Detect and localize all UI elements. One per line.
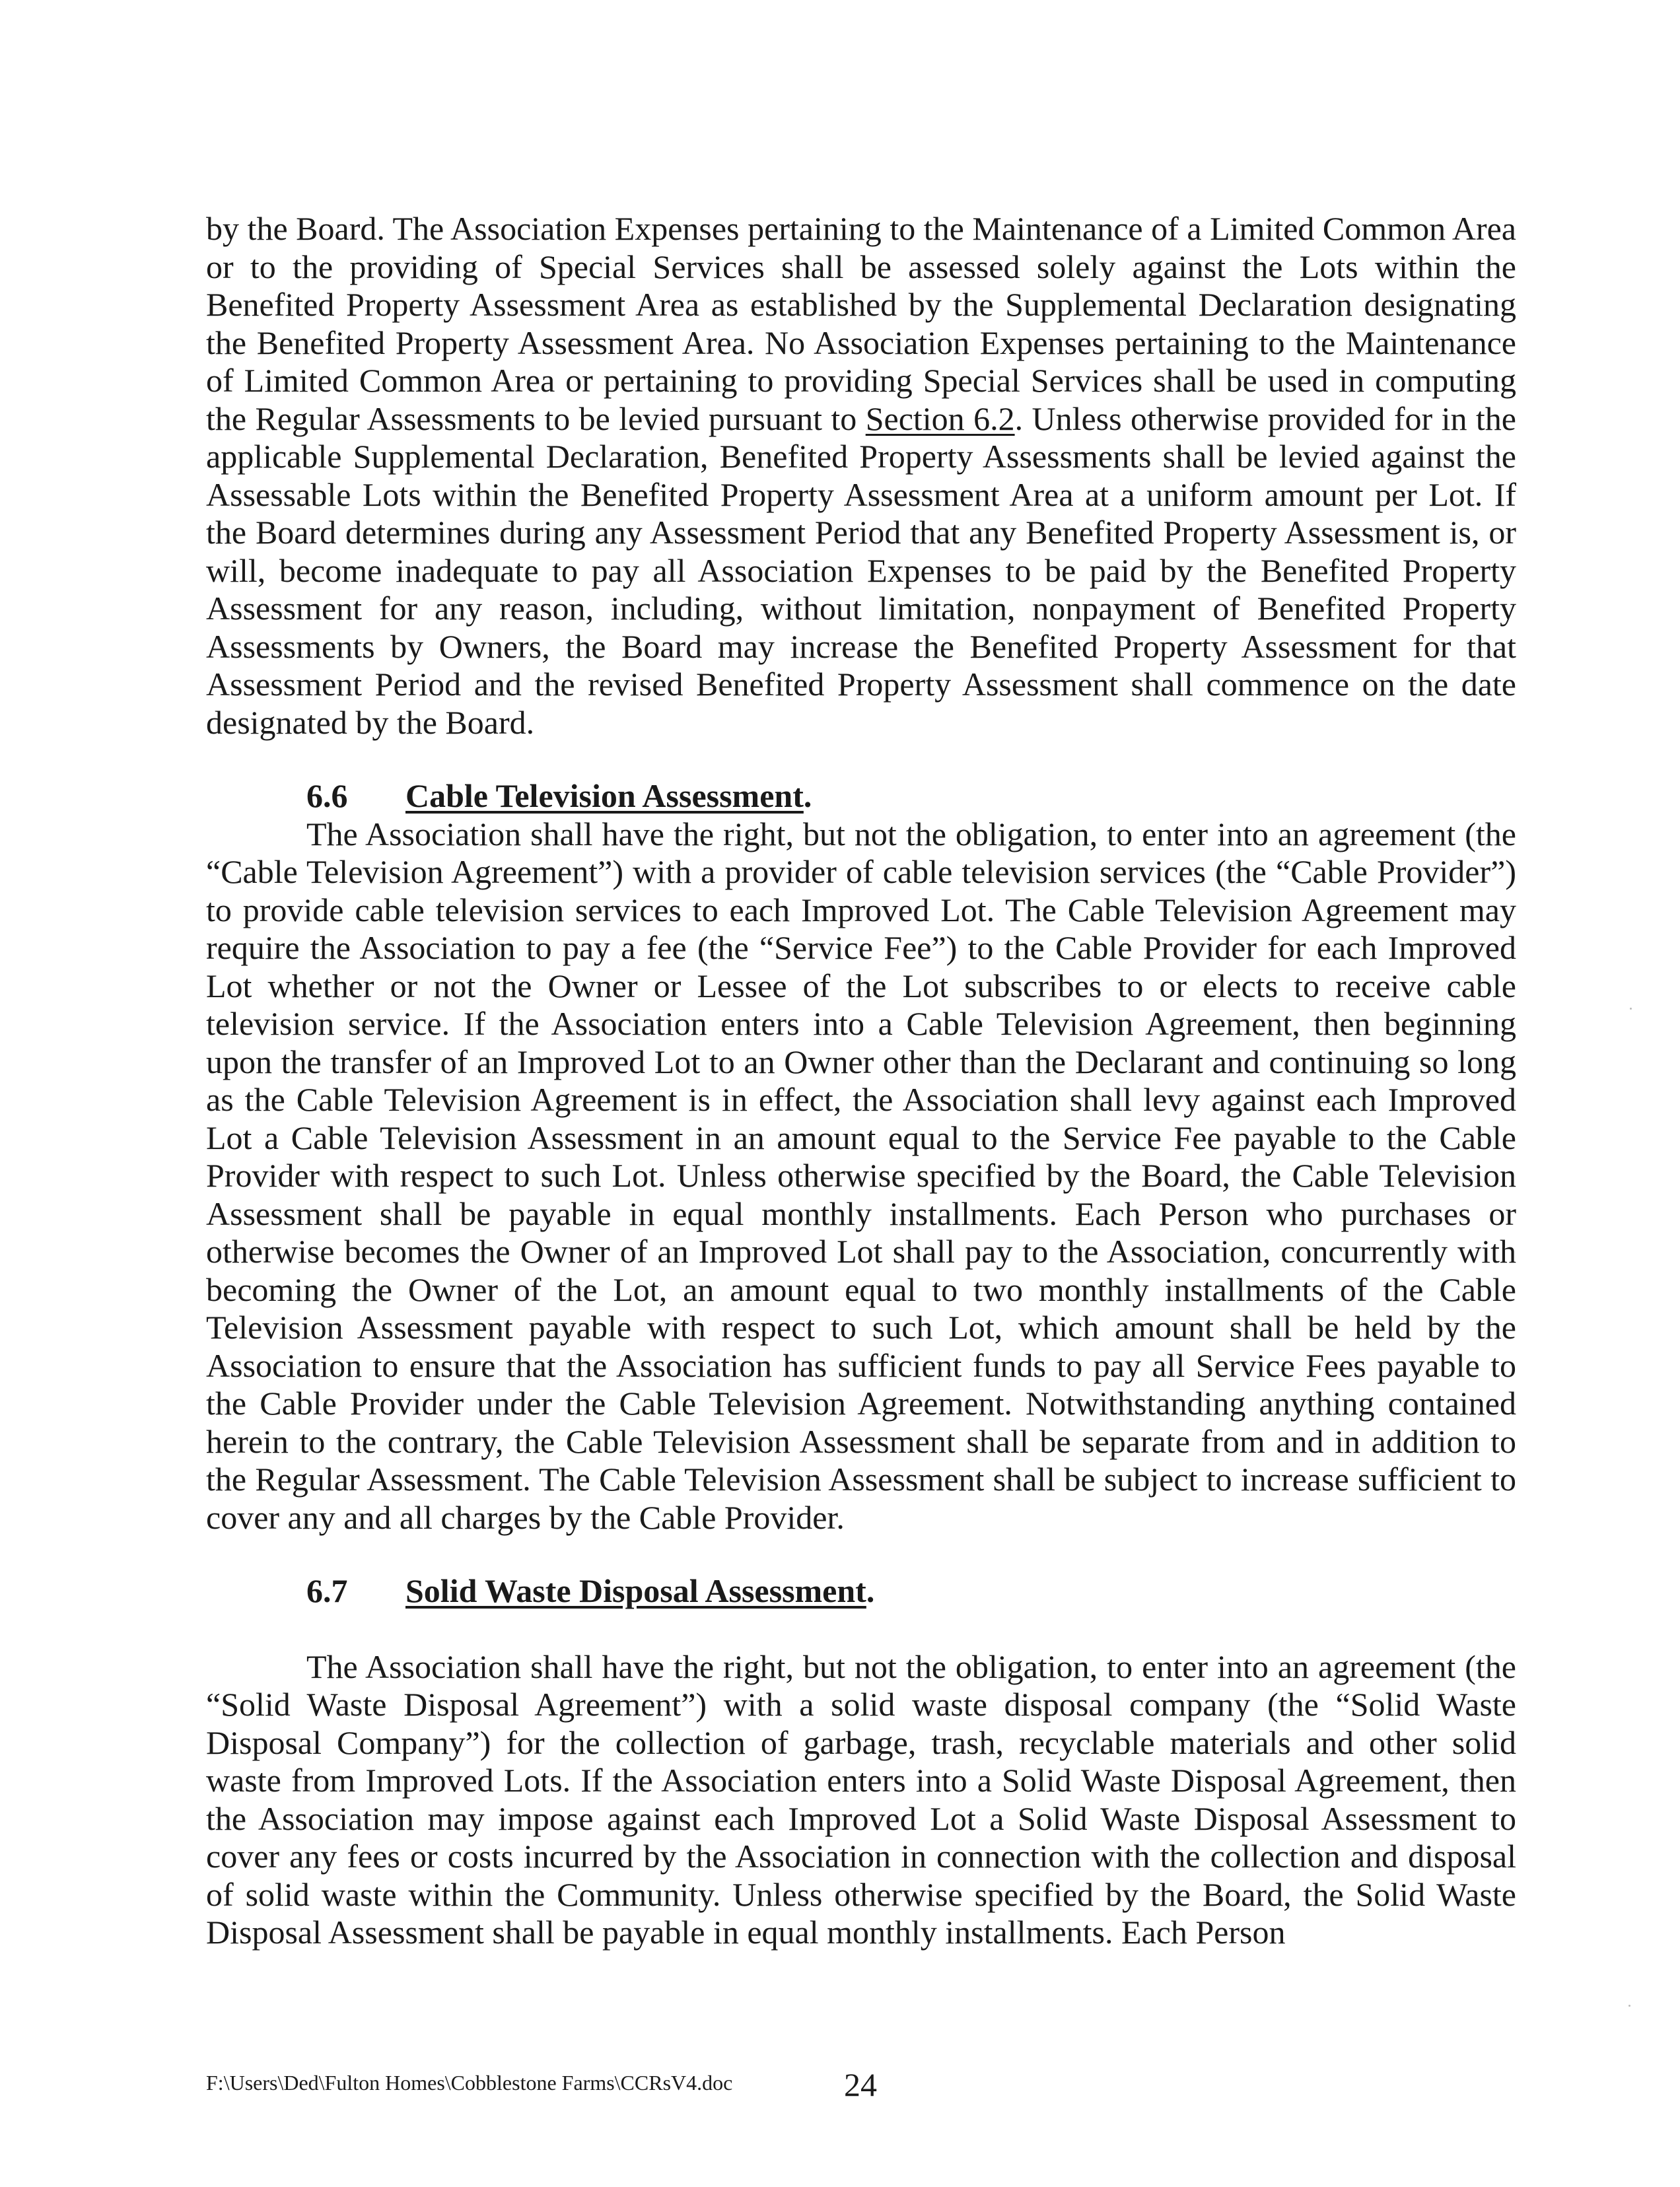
section-title-suffix: .: [803, 777, 812, 814]
section-title: Cable Television Assessment: [405, 777, 804, 814]
scan-speck: [1630, 1008, 1632, 1010]
scan-speck: [1628, 2005, 1630, 2007]
section-body-6-7: The Association shall have the right, but not the obligation, to enter into an agreement (the “Solid Waste Disposal Agreement”) with a solid waste disposal company (the “Solid Waste Disposal Company”) for the collection of garbage, trash, recyclable materials and other solid waste from Improved Lots. If the Association enters into a Solid Waste Disposal Agreement, then the Association may impose against each Improved Lot a Solid Waste Disposal Assessment to cover any fees or costs incurred by the Association in connection with the collection and disposal of solid waste within the Community. Unless otherwise specified by the Board, the Solid Waste Disposal Assessment shall be payable in equal monthly installments. Each Person: [206, 1648, 1516, 1951]
paragraph-text: . Unless otherwise provided for in the applicable Supplemental Declaration, Benefited Property Assessments shall be levied against the Assessable Lots within the Benefited Property Assessment Area at a uniform amount per Lot. If the Board determines during any Assessment Period that any Benefited Property Assessment is, or will, become inadequate to pay all Association Expenses to be paid by the Benefited Property Assessment for any reason, including, without limitation, nonpayment of Benefited Property Assessments by Owners, the Board may increase the Benefited Property Assessment for that Assessment Period and the revised Benefited Property Assessment shall commence on the date designated by the Board.: [206, 399, 1516, 741]
section-reference-link: Section 6.2: [865, 399, 1015, 437]
section-heading-6-6: [206, 777, 1516, 816]
footer-file-path: F:\Users\Ded\Fulton Homes\Cobblestone Farms\CCRsV4.doc: [206, 2071, 733, 2095]
section-body-6-6: The Association shall have the right, but not the obligation, to enter into an agreement (the “Cable Television Agreement”) with a provider of cable television services (the “Cable Provider”) to provide cable television services to each Improved Lot. The Cable Television Agreement may require the Association to pay a fee (the “Service Fee”) to the Cable Provider for each Improved Lot whether or not the Owner or Lessee of the Lot subscribes to or elects to receive cable television service. If the Association enters into a Cable Television Agreement, then beginning upon the transfer of an Improved Lot to an Owner other than the Declarant and continuing so long as the Cable Television Agreement is in effect, the Association shall levy against each Improved Lot a Cable Television Assessment in an amount equal to the Service Fee payable to the Cable Provider with respect to such Lot. Unless otherwise specified by the Board, the Cable Television Assessment shall be payable in equal monthly installments. Each Person who purchases or otherwise becomes the Owner of an Improved Lot shall pay to the Association, concurrently with becoming the Owner of the Lot, an amount equal to two monthly installments of the Cable Television Assessment payable with respect to such Lot, which amount shall be held by the Association to ensure that the Association has sufficient funds to pay all Service Fees payable to the Cable Provider under the Cable Television Agreement. Notwithstanding anything contained herein to the contrary, the Cable Television Assessment shall be separate from and in addition to the Regular Assessment. The Cable Television Assessment shall be subject to increase sufficient to cover any and all charges by the Cable Provider.: [206, 815, 1516, 1536]
section-heading-6-7: [206, 1572, 1516, 1611]
section-number: 6.7: [306, 1572, 348, 1609]
section-title-suffix: .: [866, 1572, 875, 1609]
document-page: [206, 210, 1516, 1952]
paragraph-text: by the Board. The Association Expenses pertaining to the Maintenance of a Limited Common Area or to the providing of Special Services shall be assessed solely against the Lots within the Benefited Property Assessment Area as established by the Supplemental Declaration designating the Benefited Property Assessment Area. No Association Expenses pertaining to the Maintenance of Limited Common Area or pertaining to providing Special Services shall be used in computing the Regular Assessments to be levied pursuant to: [206, 210, 1516, 437]
section-title: Solid Waste Disposal Assessment: [405, 1572, 866, 1609]
continuation-paragraph: [206, 210, 1516, 742]
page-number: 24: [844, 2066, 877, 2103]
section-number: 6.6: [306, 777, 348, 814]
